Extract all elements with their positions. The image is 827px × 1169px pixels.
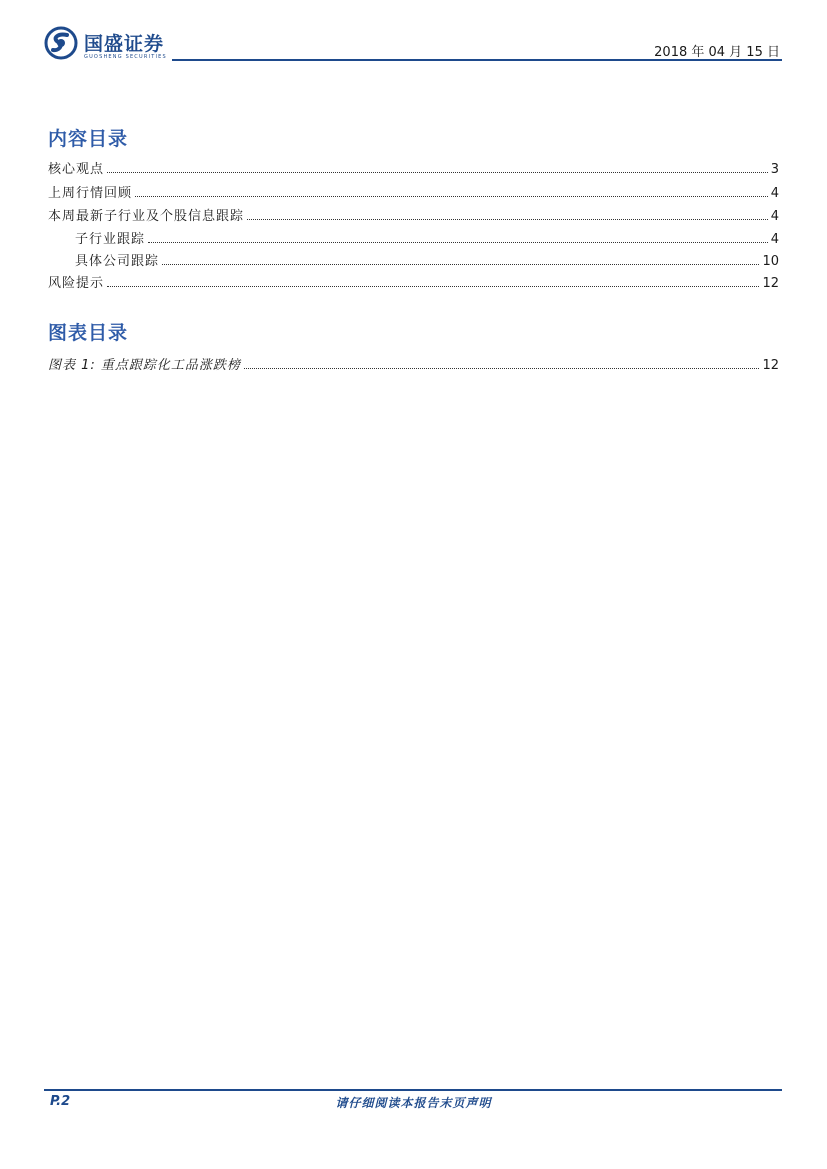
toc-entry-label: 风险提示	[48, 276, 105, 291]
logo-english-name: GUOSHENG SECURITIES	[84, 54, 167, 60]
toc-entry[interactable]	[48, 181, 779, 201]
toc-entry-label: 本周最新子行业及个股信息跟踪	[48, 209, 245, 224]
toc-leader-dots	[107, 285, 759, 287]
toc-subentry[interactable]	[75, 227, 779, 247]
toc-entry-page: 3	[770, 162, 779, 177]
toc-leader-dots	[148, 241, 768, 243]
company-logo	[44, 24, 174, 64]
toc-entry-label: 上周行情回顾	[48, 186, 133, 201]
toc-entry-page: 10	[762, 254, 779, 269]
logo-mark-icon	[44, 26, 78, 60]
toc-leader-dots	[162, 263, 759, 265]
page-number: P.2	[50, 1094, 71, 1109]
toc-title: 内容目录	[48, 128, 129, 150]
toc-entry-label: 子行业跟踪	[75, 232, 146, 247]
disclaimer-note: 请仔细阅读本报告末页声明	[335, 1096, 492, 1110]
toc-leader-dots	[107, 171, 768, 173]
toc-entry-label: 核心观点	[48, 162, 105, 177]
toc-entry[interactable]	[48, 204, 779, 224]
toc-leader-dots	[244, 367, 760, 369]
figure-entry-page: 12	[762, 358, 779, 373]
toc-entry-page: 4	[770, 209, 779, 224]
header-divider	[172, 59, 782, 61]
figure-entry-label: 图表 1: 重点跟踪化工品涨跌榜	[48, 358, 241, 373]
toc-entry-page: 12	[762, 276, 779, 291]
toc-entry[interactable]	[48, 157, 779, 177]
toc-entry[interactable]	[48, 271, 779, 291]
report-date: 2018 年 04 月 15 日	[654, 45, 780, 60]
figure-list-title: 图表目录	[48, 322, 129, 344]
toc-leader-dots	[247, 218, 768, 220]
toc-leader-dots	[135, 195, 768, 197]
toc-subentry[interactable]	[75, 249, 779, 269]
toc-entry-page: 4	[770, 232, 779, 247]
toc-entry-label: 具体公司跟踪	[75, 254, 160, 269]
footer-divider	[44, 1089, 782, 1091]
toc-entry-page: 4	[770, 186, 779, 201]
figure-entry[interactable]	[48, 353, 779, 373]
logo-chinese-name: 国盛证券	[84, 33, 165, 55]
